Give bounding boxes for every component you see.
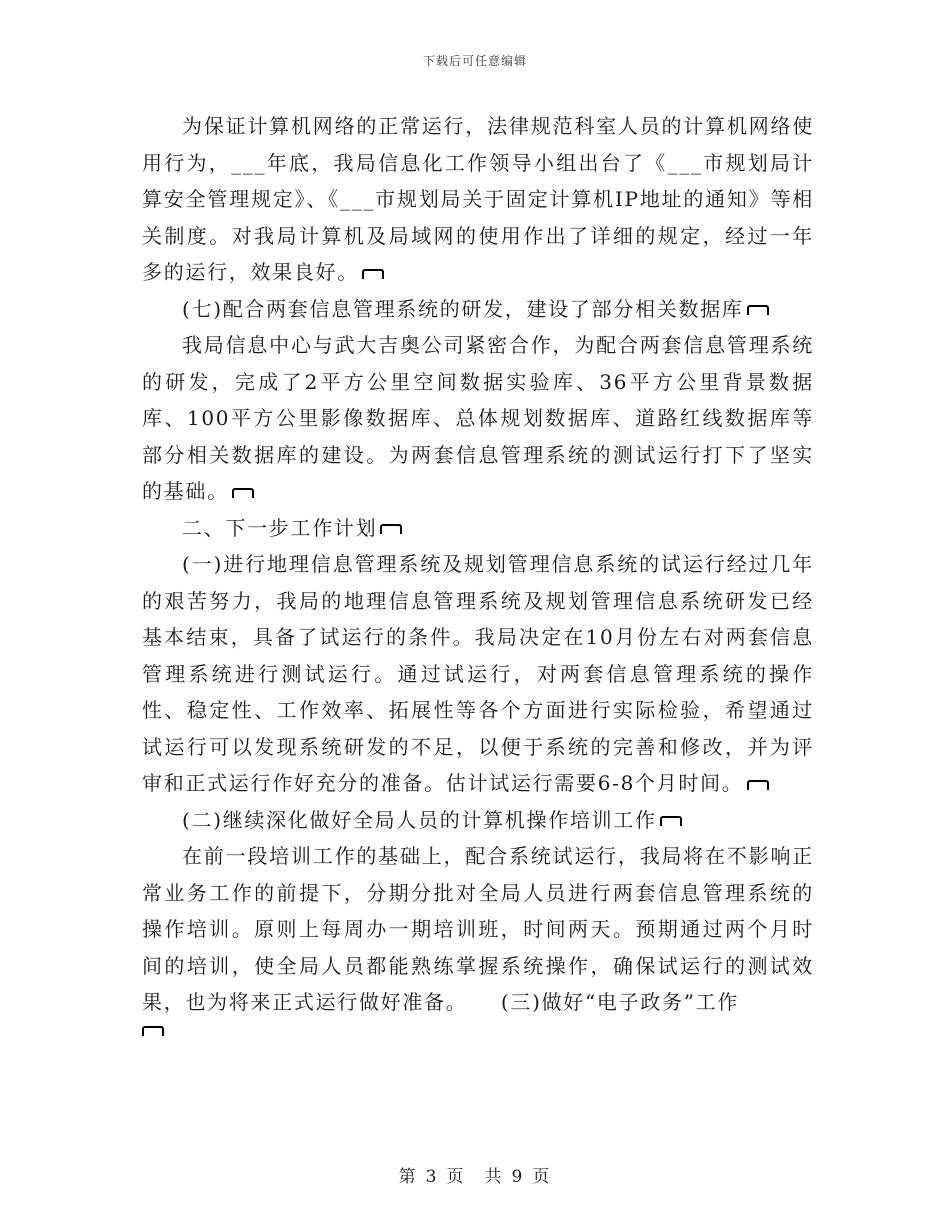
footer-label-after: 页 xyxy=(532,1167,552,1187)
heading-seven-databases xyxy=(142,291,814,328)
paragraph-text: 在前一段培训工作的基础上，配合系统试运行，我局将在不影响正常业务工作的前提下，分期分批对全局人员进行两套信息管理系统的操作培训。原则上每周办一期培训班，时间两天。预期通过两个月时间的培训，使全局人员都能熟练掌握系统操作，确保试运行的测试效果，也为将来正式运行做好准备。 (三)做好“电子政务”工作 xyxy=(142,844,814,1014)
paragraph-trial-run xyxy=(142,546,814,802)
footer-label-middle: 页 共 xyxy=(446,1167,504,1187)
paragraph-mark-icon xyxy=(232,488,254,498)
paragraph-mark-icon xyxy=(747,780,769,790)
heading-next-steps xyxy=(142,510,814,547)
paragraph-text: (一)进行地理信息管理系统及规划管理信息系统的试运行经过几年的艰苦努力，我局的地理信息管理系统及规划管理信息系统研发已经基本结束，具备了试运行的条件。我局决定在10月份左右对两套信息管理系统进行测试运行。通过试运行，对两套信息管理系统的操作性、稳定性、工作效率、拓展性等各个方面进行实际检验，希望通过试运行可以发现系统研发的不足，以便于系统的完善和修改，并为评审和正式运行作好充分的准备。估计试运行需要6-8个月时间。 xyxy=(142,552,814,795)
paragraph-mark-icon xyxy=(660,816,682,826)
paragraph-mark-icon xyxy=(380,524,402,534)
heading-text: (七)配合两套信息管理系统的研发，建设了部分相关数据库 xyxy=(182,296,744,321)
paragraph-mark-icon xyxy=(362,269,384,279)
document-body xyxy=(142,108,814,1049)
page-footer xyxy=(0,1162,950,1187)
heading-training xyxy=(142,802,814,839)
footer-label-before: 第 xyxy=(398,1167,418,1187)
footer-total-pages: 9 xyxy=(511,1167,525,1187)
footer-current-page: 3 xyxy=(425,1167,439,1187)
paragraph-mark-icon xyxy=(142,1026,164,1036)
paragraph-text: 为保证计算机网络的正常运行，法律规范科室人员的计算机网络使用行为，___年底，我局信息化工作领导小组出台了《___市规划局计算安全管理规定》、《___市规划局关于固定计算机IP地址的通知》等相关制度。对我局计算机及局域网的使用作出了详细的规定，经过一年多的运行，效果良好。 xyxy=(142,114,814,284)
paragraph-mark-icon xyxy=(747,305,769,315)
heading-text: 二、下一步工作计划 xyxy=(182,515,378,540)
paragraph-training-plan xyxy=(142,838,814,1021)
paragraph-database-construction xyxy=(142,327,814,510)
paragraph-text: 我局信息中心与武大吉奥公司紧密合作，为配合两套信息管理系统的研发，完成了2平方公里空间数据实验库、36平方公里背景数据库、100平方公里影像数据库、总体规划数据库、道路红线数据库等部分相关数据库的建设。为两套信息管理系统的测试运行打下了坚实的基础。 xyxy=(142,333,814,503)
page-header: 下载后可任意编辑 xyxy=(422,54,527,68)
heading-text: (二)继续深化做好全局人员的计算机操作培训工作 xyxy=(182,807,657,832)
paragraph-mark-line xyxy=(142,1021,814,1049)
paragraph-security-rules xyxy=(142,108,814,291)
